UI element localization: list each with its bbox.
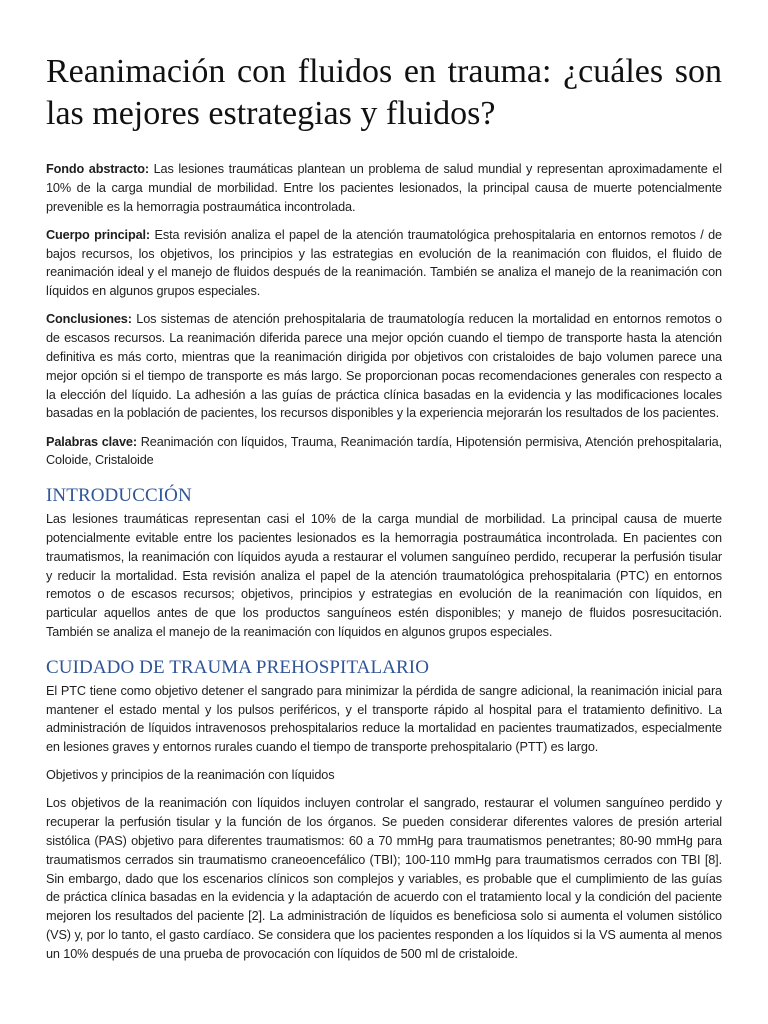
section-prehospital-care — [46, 656, 722, 964]
abstract-text: Esta revisión analiza el papel de la atención traumatológica prehospitalaria en entornos remotos / de bajos recursos, los objetivos, los principios y las estrategias en evolución de la reanimación con fluidos, el fluido de reanimación ideal y el manejo de fluidos después de la reanimación. También se analiza el manejo de la reanimación con líquidos en algunos grupos especiales. — [46, 227, 722, 299]
abstract — [46, 160, 722, 470]
abstract-background — [46, 160, 722, 216]
section-heading: INTRODUCCIÓN — [46, 485, 192, 507]
body-paragraph: El PTC tiene como objetivo detener el sangrado para minimizar la pérdida de sangre adicional, la reanimación inicial para mantener el estado mental y los pulsos periféricos, y el transporte rápido al hospital para el tratamiento definitivo. La administración de líquidos intravenosos prehospitalarios reduce la mortalidad en pacientes traumatizados, especialmente en lesiones graves y entornos rurales cuando el tiempo de transporte prehospitalario (PTT) es largo. — [46, 683, 722, 755]
abstract-label: Palabras clave: — [46, 434, 137, 449]
abstract-keywords — [46, 433, 722, 471]
subsection-heading: Objetivos y principios de la reanimación con líquidos — [46, 768, 335, 783]
abstract-conclusions — [46, 310, 722, 423]
abstract-label: Fondo abstracto: — [46, 162, 149, 176]
article-title: Reanimación con fluidos en trauma: ¿cuáles son las mejores estrategias y fluidos? — [46, 53, 722, 132]
section-heading: CUIDADO DE TRAUMA PREHOSPITALARIO — [46, 656, 430, 678]
abstract-label: Cuerpo principal: — [46, 227, 151, 242]
abstract-label: Conclusiones: — [46, 312, 132, 327]
abstract-text: Las lesiones traumáticas plantean un problema de salud mundial y representan aproximadamente el 10% de la carga mundial de morbilidad. Entre los pacientes lesionados, la principal causa de muerte potencialmente prevenible es la hemorragia postraumática incontrolada. — [46, 162, 723, 214]
abstract-text: Los sistemas de atención prehospitalaria de traumatología reducen la mortalidad en entornos remotos o de escasos recursos. La reanimación diferida parece una mejor opción cuando el tiempo de transporte hasta la atención definitiva es más corto, mientras que la reanimación dirigida por objetivos con cristaloides de bajo volumen parece una mejor opción si el tiempo de transporte es más largo. Se proporcionan pocas recomendaciones generales con respecto a la elección del líquido. La adhesión a las guías de práctica clínica basadas en la evidencia y las modificaciones locales basadas en la población de pacientes, los recursos disponibles y la experiencia mejorarán los resultados de los pacientes. — [46, 312, 722, 421]
abstract-main-body — [46, 226, 722, 301]
body-paragraph: Los objetivos de la reanimación con líquidos incluyen controlar el sangrado, restaurar el volumen sanguíneo perdido y recuperar la perfusión tisular y la función de los órganos. Se pueden considerar diferentes valores de presión arterial sistólica (PAS) objetivo para diferentes traumatismos: 60 a 70 mmHg para traumatismos penetrantes; 80-90 mmHg para traumatismos cerrados sin traumatismo craneoencefálico (TBI); 100-110 mmHg para traumatismos cerrados con TBI [8]. Sin embargo, dado que los escenarios clínicos son complejos y variables, es probable que el cumplimiento de las guías de práctica clínica basadas en la evidencia y la adaptación de acuerdo con el tratamiento local y la condición del paciente mejoren los resultados del paciente [2]. La administración de líquidos es beneficiosa solo si aumenta el volumen sistólico (VS) y, por lo tanto, el gasto cardíaco. Se considera que los pacientes responden a los líquidos si la VS aumenta al menos un 10% después de una prueba de provocación con líquidos de 500 ml de cristaloide. — [46, 796, 722, 961]
abstract-text: Reanimación con líquidos, Trauma, Reanimación tardía, Hipotensión permisiva, Atención prehospitalaria, Coloide, Cristaloide — [46, 434, 722, 468]
body-paragraph: Las lesiones traumáticas representan casi el 10% de la carga mundial de morbilidad. La principal causa de muerte potencialmente evitable entre los pacientes lesionados es la hemorragia postraumática incontrolada. En pacientes con traumatismos, la reanimación con líquidos ayuda a restaurar el volumen sanguíneo perdido, recuperar la perfusión tisular y reducir la mortalidad. Esta revisión analiza el papel de la atención traumatológica prehospitalaria (PTC) en entornos remotos o de escasos recursos; objetivos, principios y estrategias en evolución de la reanimación con líquidos, en particular aquellos antes de que los productos sanguíneos estén disponibles; y manejo de fluidos posresucitación. También se analiza el manejo de la reanimación con líquidos en algunos grupos especiales. — [46, 512, 722, 639]
section-introduction — [46, 484, 722, 642]
